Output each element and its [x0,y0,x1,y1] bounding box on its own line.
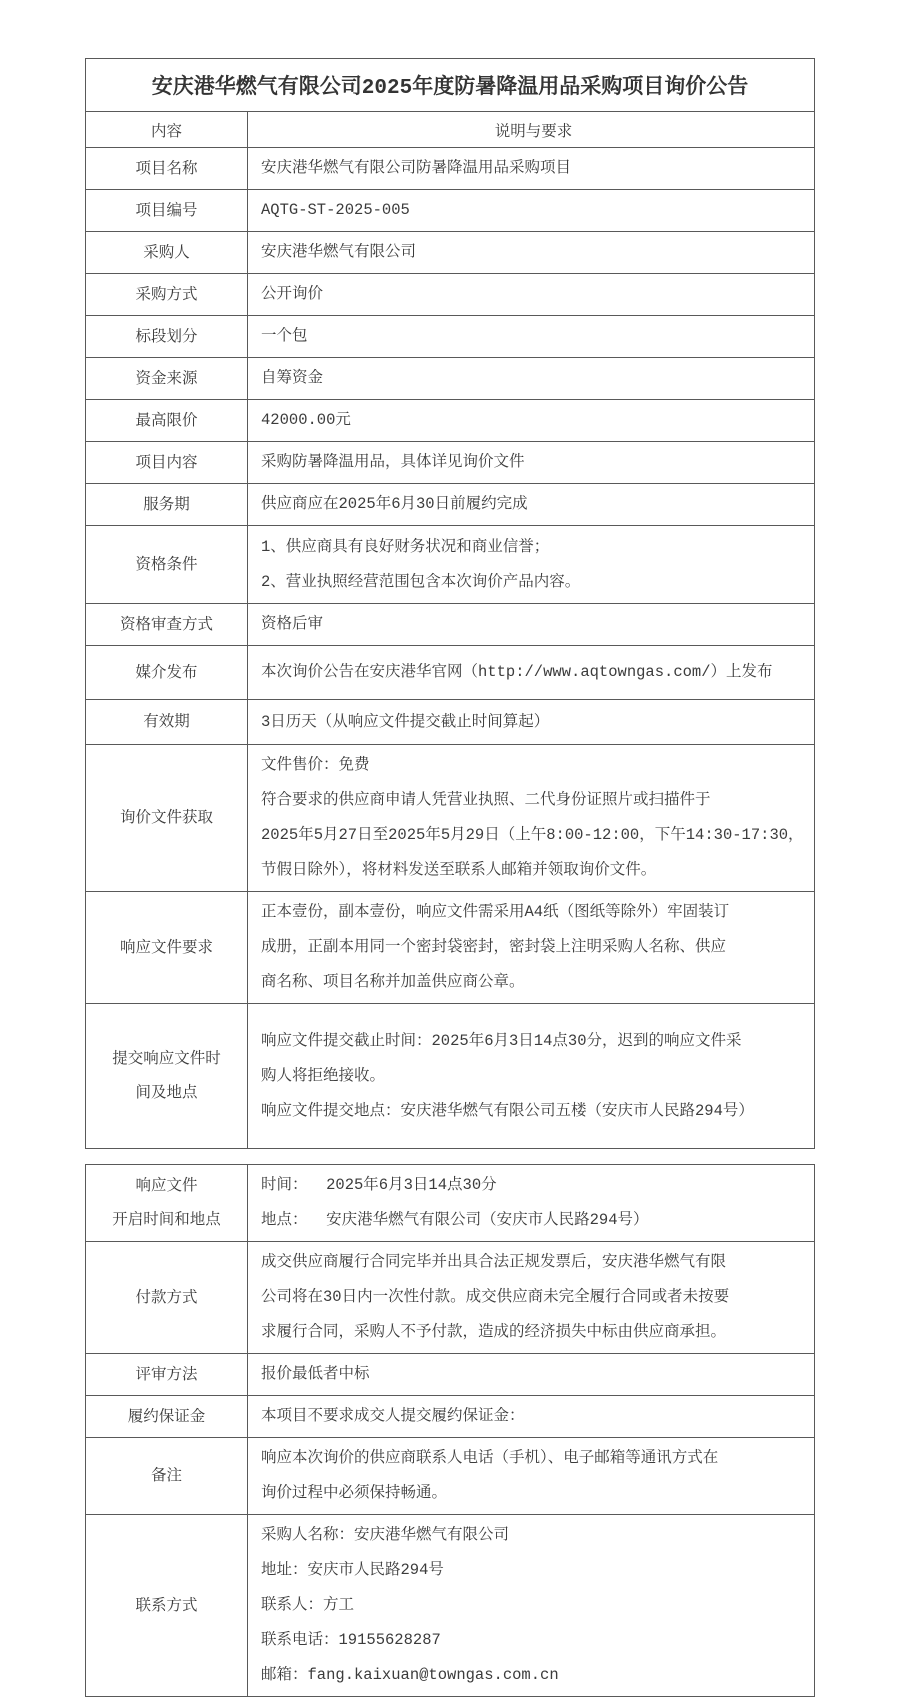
row-label-line: 项目编号 [135,201,198,220]
value-line: 响应文件提交截止时间：2025年6月3日14点30分，迟到的响应文件采 [261,1031,742,1050]
table-row [86,1437,814,1514]
value-line: 公司将在30日内一次性付款。成交供应商未完全履行合同或者未按要 [261,1288,730,1306]
row-label [86,400,247,441]
value-line: 求履行合同，采购人不予付款，造成的经济损失中标由供应商承担。 [261,1323,727,1341]
row-label-line: 提交响应文件时 [112,1050,221,1068]
value-line: 邮箱：fang.kaixuan@towngas.com.cn [261,1666,559,1684]
column-header-content: 内容 [150,122,182,141]
table-row [86,399,814,441]
document-title: 安庆港华燃气有限公司2025年度防暑降温用品采购项目询价公告 [151,77,749,100]
row-label-line: 服务期 [143,495,190,514]
table-row [86,315,814,357]
value-line: 资格后审 [261,615,324,633]
row-value [247,646,814,699]
table-row [86,645,814,699]
row-label-line: 资格条件 [135,555,198,574]
row-label-line: 开启时间和地点 [112,1211,221,1229]
table-row [86,1241,814,1353]
table-row [86,1003,814,1148]
value-line: 采购防暑降温用品，具体详见询价文件 [261,453,525,471]
row-label [86,442,247,483]
row-value [247,442,814,483]
row-label-line: 评审方法 [135,1365,198,1384]
row-label-line: 项目内容 [135,453,198,472]
row-label-line: 响应文件 [135,1177,198,1195]
value-line: 响应文件提交地点：安庆港华燃气有限公司五楼（安庆市人民路294号） [261,1101,754,1120]
value-line: 文件售价：免费 [261,756,370,774]
value-line: 2025年5月27日至2025年5月29日（上午8:00-12:00，下午14:30-17:30， [261,826,804,844]
value-line: AQTG-ST-2025-005 [261,201,410,219]
row-label-line: 联系方式 [135,1596,198,1615]
value-line: 成交供应商履行合同完毕并出具合法正规发票后，安庆港华燃气有限 [261,1253,727,1271]
value-line: 供应商应在2025年6月30日前履约完成 [261,495,528,513]
table-row [86,891,814,1003]
announcement-document [85,58,815,1697]
value-line: 时间： 2025年6月3日14点30分 [261,1176,497,1194]
row-value [247,1165,814,1241]
value-line: 采购人名称：安庆港华燃气有限公司 [261,1526,510,1544]
row-label-line: 有效期 [143,713,190,731]
value-line: 3日历天（从响应文件提交截止时间算起） [261,712,550,731]
value-line: 42000.00元 [261,411,351,429]
value-line: 成册，正副本用同一个密封袋密封，密封袋上注明采购人名称、供应 [261,938,727,956]
table-row [86,357,814,399]
table-row [86,1395,814,1437]
row-label [86,604,247,645]
row-label [86,1515,247,1696]
value-line: 自筹资金 [261,369,324,387]
value-line: 响应本次询价的供应商联系人电话（手机）、电子邮箱等通讯方式在 [261,1449,719,1467]
row-label [86,1004,247,1148]
table-row [86,1514,814,1696]
row-value [247,892,814,1003]
row-value [247,274,814,315]
row-label [86,232,247,273]
value-line: 安庆港华燃气有限公司 [261,243,417,261]
value-line: 符合要求的供应商申请人凭营业执照、二代身份证照片或扫描件于 [261,791,711,809]
row-label-line: 采购人 [143,243,190,262]
value-line: 节假日除外），将材料发送至联系人邮箱并领取询价文件。 [261,861,657,879]
table-row [86,1165,814,1241]
row-label-line: 媒介发布 [135,663,198,682]
row-label [86,646,247,699]
announcement-table-main [85,58,815,1149]
row-label-line: 资金来源 [135,369,198,388]
value-line: 1、供应商具有良好财务状况和商业信誉； [261,537,550,556]
row-value [247,232,814,273]
table-row [86,744,814,891]
title-row [86,59,814,111]
column-header-description: 说明与要求 [247,112,814,147]
row-label-line: 项目名称 [135,159,198,178]
value-line: 联系电话：19155628287 [261,1631,441,1649]
row-label-line: 采购方式 [135,285,198,304]
row-label-line: 资格审查方式 [119,615,213,634]
value-line: 询价过程中必须保持畅通。 [261,1484,448,1502]
value-line: 本项目不要求成交人提交履约保证金： [261,1407,525,1425]
row-label-line: 最高限价 [135,411,198,430]
row-label [86,1396,247,1437]
row-label [86,316,247,357]
row-value [247,400,814,441]
row-value [247,1242,814,1353]
value-line: 一个包 [261,327,308,345]
row-value [247,700,814,744]
row-label-line: 备注 [150,1467,182,1485]
row-value [247,148,814,189]
value-line: 联系人：方工 [261,1596,355,1614]
row-label [86,892,247,1003]
row-value [247,1438,814,1514]
row-value [247,745,814,891]
table-row [86,525,814,603]
row-value [247,358,814,399]
row-value [247,190,814,231]
row-label-line: 付款方式 [135,1288,198,1307]
row-label-line: 间及地点 [135,1084,198,1102]
row-label [86,274,247,315]
row-value [247,1515,814,1696]
value-line: 购人将拒绝接收。 [261,1066,386,1085]
table-row [86,483,814,525]
row-value [247,1004,814,1148]
row-value [247,604,814,645]
row-label-line: 标段划分 [135,327,198,346]
row-label [86,1242,247,1353]
row-label [86,148,247,189]
row-value [247,526,814,603]
row-value [247,1396,814,1437]
value-line: 报价最低者中标 [261,1365,370,1383]
value-line: 2、营业执照经营范围包含本次询价产品内容。 [261,572,581,591]
row-label [86,358,247,399]
row-value [247,316,814,357]
row-label-line: 响应文件要求 [119,938,213,957]
announcement-table-secondary [85,1164,815,1697]
table-row [86,699,814,744]
table-row [86,1353,814,1395]
row-label [86,190,247,231]
value-line: 商名称、项目名称并加盖供应商公章。 [261,973,525,991]
value-line: 地址：安庆市人民路294号 [261,1561,444,1579]
row-label [86,526,247,603]
value-line: 安庆港华燃气有限公司防暑降温用品采购项目 [261,159,572,177]
row-label [86,1354,247,1395]
table-row [86,147,814,189]
table-row [86,231,814,273]
table-row [86,273,814,315]
value-line: 地点： 安庆港华燃气有限公司（安庆市人民路294号） [261,1211,649,1229]
row-label [86,700,247,744]
row-label [86,1165,247,1241]
row-label-line: 询价文件获取 [119,809,213,827]
table-header-row [86,111,814,147]
row-label [86,484,247,525]
value-line: 本次询价公告在安庆港华官网（http://www.aqtowngas.com/）上发布 [261,663,773,681]
table-row [86,189,814,231]
value-line: 正本壹份，副本壹份，响应文件需采用A4纸（图纸等除外）牢固装订 [261,903,730,921]
row-label [86,745,247,891]
table-row [86,441,814,483]
table-row [86,603,814,645]
value-line: 公开询价 [261,285,324,303]
row-value [247,1354,814,1395]
row-value [247,484,814,525]
row-label-line: 履约保证金 [127,1407,206,1426]
row-label [86,1438,247,1514]
